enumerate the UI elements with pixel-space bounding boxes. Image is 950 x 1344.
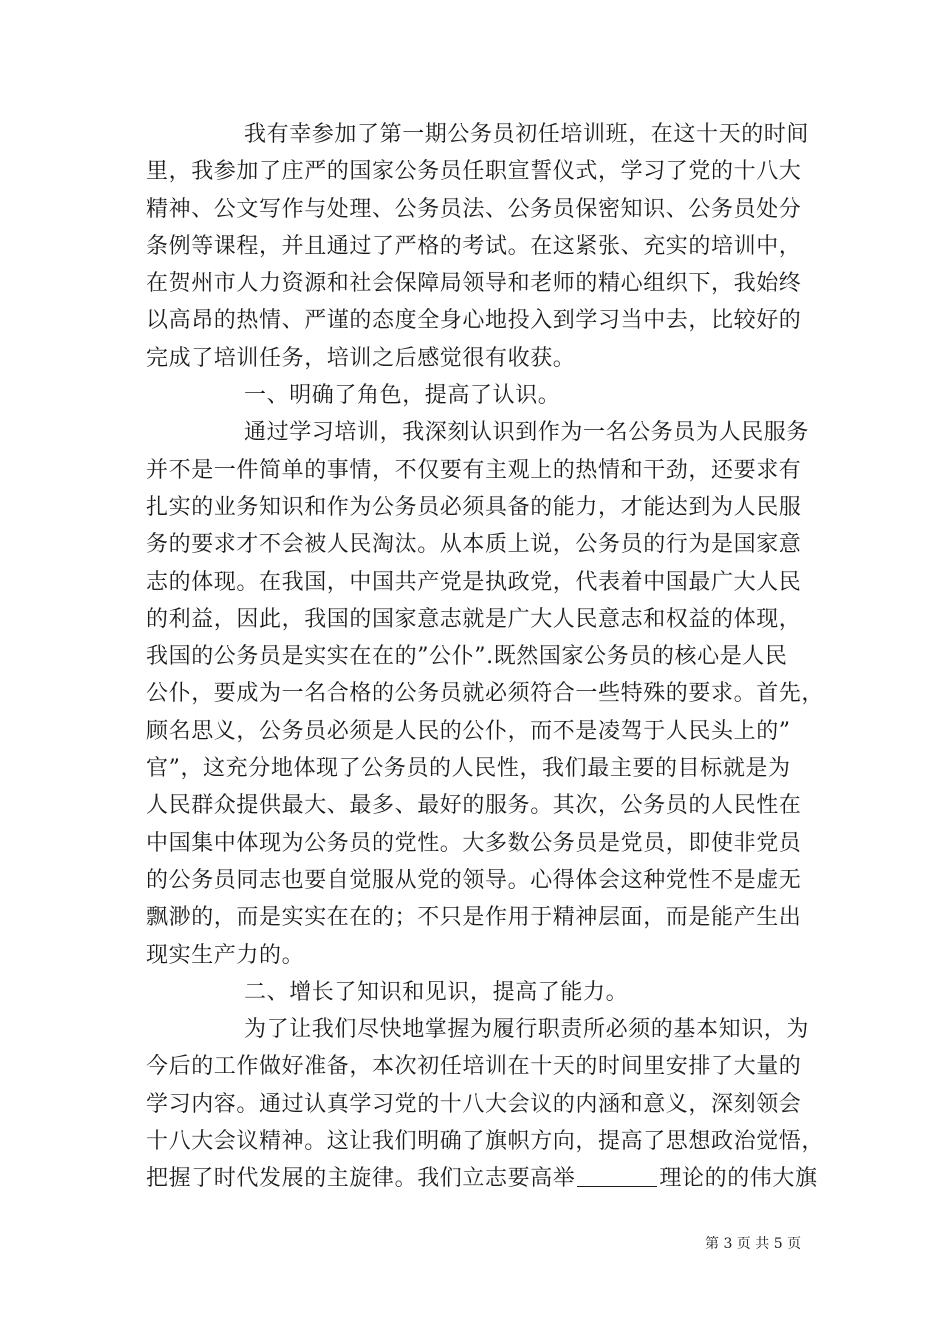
paragraph-line: 以高昂的热情、严谨的态度全身心地投入到学习当中去，比较好的 — [146, 308, 802, 334]
paragraph-line: 我有幸参加了第一期公务员初任培训班，在这十天的时间 — [244, 122, 810, 147]
paragraph-line: 官”，这充分地体现了公务员的人民性，我们最主要的目标就是为 — [146, 756, 791, 782]
paragraph-line: 为了让我们尽快地掌握为履行职责所必须的基本知识，为 — [244, 1017, 810, 1043]
paragraph-line: 精神、公文写作与处理、公务员法、公务员保密知识、公务员处分 — [146, 196, 802, 222]
paragraph-line: 中国集中体现为公务员的党性。大多数公务员是党员，即使非党员 — [146, 830, 802, 856]
fill-in-blank — [577, 1164, 657, 1187]
page-number-footer: 第 3 页 共 5 页 — [705, 1236, 802, 1252]
paragraph-line-end: 理论的的伟大旗 — [659, 1166, 818, 1192]
paragraph-line: 条例等课程，并且通过了严格的考试。在这紧张、充实的培训中， — [146, 233, 802, 259]
paragraph-line: 完成了培训任务，培训之后感觉很有收获。 — [146, 345, 576, 371]
paragraph-line: 扎实的业务知识和作为公务员必须具备的能力，才能达到为人民服 — [146, 494, 802, 520]
paragraph-line: 学习内容。通过认真学习党的十八大会议的内涵和意义，深刻领会 — [146, 1091, 802, 1117]
paragraph-line: 我国的公务员是实实在在的”公仆”.既然国家公务员的核心是人民 — [146, 644, 788, 670]
section-heading: 一、明确了角色，提高了认识。 — [244, 383, 561, 409]
paragraph-line-start: 把握了时代发展的主旋律。我们立志要高举 — [146, 1166, 576, 1192]
paragraph-line-with-blank — [146, 1160, 826, 1197]
paragraph-line: 人民群众提供最大、最多、最好的服务。其次，公务员的人民性在 — [146, 793, 802, 819]
paragraph-line: 志的体现。在我国，中国共产党是执政党，代表着中国最广大人民 — [146, 569, 802, 595]
paragraph-line: 在贺州市人力资源和社会保障局领导和老师的精心组织下，我始终 — [146, 271, 802, 297]
paragraph-line: 公仆，要成为一名合格的公务员就必须符合一些特殊的要求。首先， — [146, 681, 825, 707]
paragraph-line: 顾名思义，公务员必须是人民的公仆，而不是凌驾于人民头上的” — [146, 718, 791, 744]
section-heading: 二、增长了知识和见识，提高了能力。 — [244, 979, 629, 1005]
paragraph-line: 务的要求才不会被人民淘汰。从本质上说，公务员的行为是国家意 — [146, 532, 802, 558]
paragraph-line: 飘渺的，而是实实在在的；不只是作用于精神层面，而是能产生出 — [146, 905, 802, 931]
document-body — [146, 116, 826, 1198]
paragraph-line: 十八大会议精神。这让我们明确了旗帜方向，提高了思想政治觉悟， — [146, 1129, 825, 1155]
paragraph-line: 的公务员同志也要自觉服从党的领导。心得体会这种党性不是虚无 — [146, 867, 802, 893]
paragraph-line: 通过学习培训，我深刻认识到作为一名公务员为人民服务 — [244, 420, 810, 446]
paragraph-line: 的利益，因此，我国的国家意志就是广大人民意志和权益的体现， — [146, 606, 802, 632]
paragraph-line: 今后的工作做好准备，本次初任培训在十天的时间里安排了大量的 — [146, 1054, 802, 1080]
paragraph-line: 现实生产力的。 — [146, 942, 305, 968]
paragraph-line: 里，我参加了庄严的国家公务员任职宣誓仪式，学习了党的十八大 — [146, 159, 802, 185]
paragraph-line: 并不是一件简单的事情，不仅要有主观上的热情和干劲，还要求有 — [146, 457, 802, 483]
